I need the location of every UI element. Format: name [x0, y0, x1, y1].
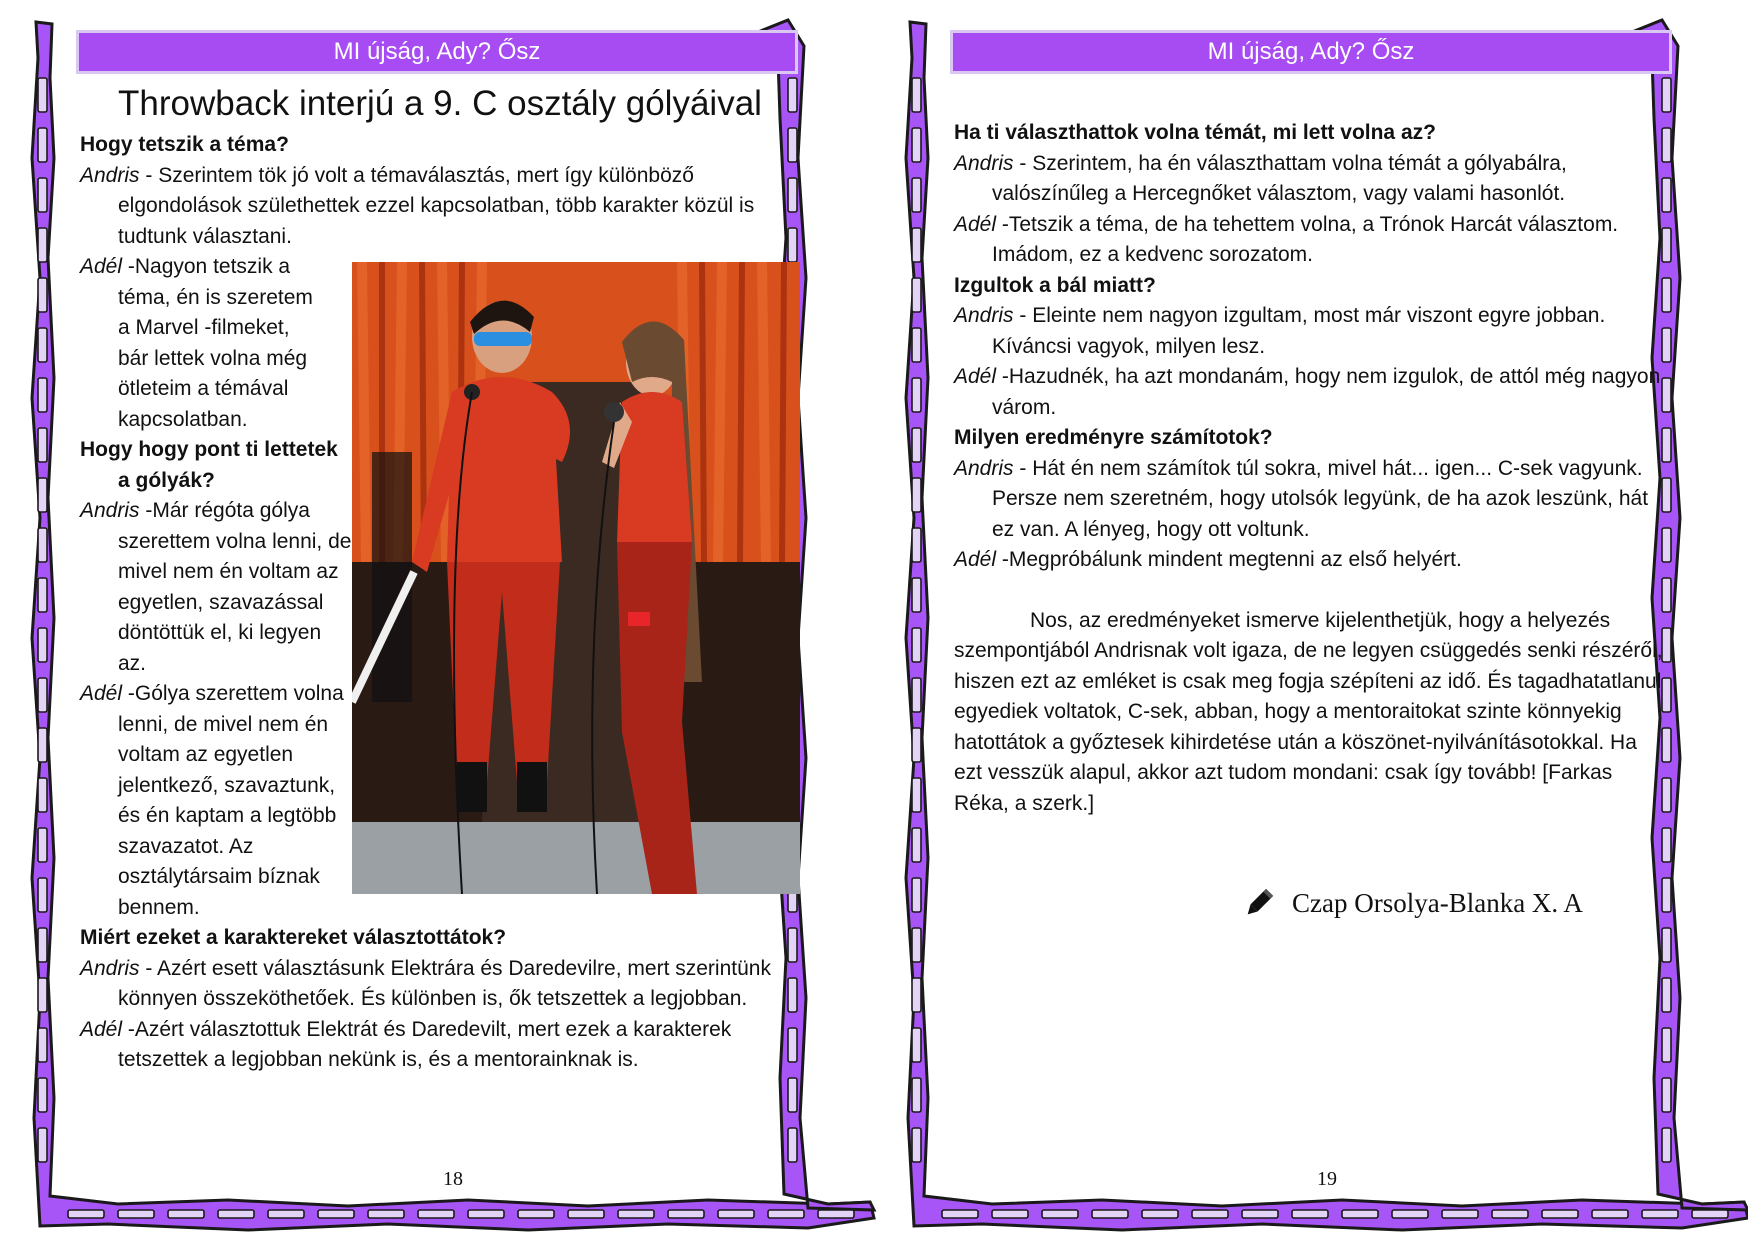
question-6: Milyen eredményre számítotok? — [954, 426, 1273, 449]
question-5: Izgultok a bál miatt? — [954, 273, 1156, 297]
pencil-icon — [1242, 886, 1276, 920]
author-line — [1242, 886, 1583, 920]
speaker-name: Adél — [954, 212, 997, 236]
answer-text: - Szerintem tök jó volt a témaválasztás, mert így különböző elgondolások születhettek ezzel kapcsolatban, több karakter közül is tudtunk választani. — [118, 163, 755, 248]
question-3: Miért ezeket a karaktereket választottátok? — [80, 926, 507, 949]
page-number-right: 19 — [1317, 1168, 1337, 1190]
answer-adel-1 — [80, 252, 318, 435]
answer-text: - Eleinte nem nagyon izgultam, most már viszont egyre jobban. Kíváncsi vagyok, milyen lesz. — [992, 304, 1606, 358]
answer-andris-3 — [80, 954, 800, 1015]
answer-text: -Megpróbálunk mindent megtenni az első helyért. — [996, 548, 1462, 571]
answer-text: -Gólya szerettem volna lenni, de mivel nem én voltam az egyetlen jelentkező, szavaztunk, és én kaptam a legtöbb szavazatot. Az osztálytársaim bíznak bennem. — [118, 682, 344, 919]
answer-text: - Azért esett választásunk Elektrára és Daredevilre, mert szerintünk könnyen összeköthetőek. És különben is, ők tetszettek a legjobban. — [118, 956, 771, 1010]
answer-adel-4 — [954, 210, 1666, 271]
answer-andris-4 — [954, 149, 1666, 210]
answer-text: - Hát én nem számítok túl sokra, mivel hát... igen... C-sek vagyunk. Persze nem szeretném, hogy utolsók legyünk, de ha azok leszünk, hát ez van. A lényeg, hogy ott voltunk. — [992, 456, 1649, 541]
left-content — [80, 82, 800, 1076]
speaker-name: Adél — [80, 682, 123, 705]
header-bar-right — [950, 30, 1672, 74]
answer-andris-6 — [954, 454, 1666, 546]
answer-text: - Szerintem, ha én választhattam volna témát a gólyabálra, valószínűleg a Hercegnőket választom, vagy valami hasonlót. — [992, 151, 1567, 205]
answer-adel-3 — [80, 1015, 800, 1076]
answer-adel-2 — [80, 679, 350, 923]
answer-andris-2 — [80, 496, 354, 679]
header-title: MI újság, Ady? Ősz — [333, 38, 541, 65]
speaker-name: Adél — [954, 548, 997, 571]
page-right — [902, 18, 1748, 1232]
answer-text: -Hazudnék, ha azt mondanám, hogy nem izgulok, de attól még nagyon várom. — [992, 365, 1661, 419]
closing-paragraph: Nos, az eredményeket ismerve kijelenthetjük, hogy a helyezés szempontjából Andrisnak volt igaza, de ne legyen csüggedés senki részéről, hiszen ezt az emléket is csak meg fogja szépíteni az idő. És tagadhatatlanul egyediek voltatok, C-sek, abban, hogy a mentoraitokat szinte könnyekig hatottátok a győztesek kihirdetése után a köszönet-nyilvánításotokkal. Ha ezt vesszük alapul, akkor azt tudom mondani: csak így tovább! [Farkas Réka, a szerk.] — [954, 608, 1663, 815]
header-title: MI újság, Ady? Ősz — [1207, 38, 1415, 65]
author-name: Czap Orsolya-Blanka X. A — [1292, 887, 1583, 918]
right-content — [954, 118, 1666, 819]
question-4: Ha ti választhattok volna témát, mi lett volna az? — [954, 121, 1436, 144]
spacer — [954, 576, 1666, 606]
answer-adel-6 — [954, 545, 1666, 576]
page-left — [28, 18, 878, 1232]
speaker-name: Adél — [954, 365, 997, 388]
header-bar-left — [76, 30, 798, 74]
speaker-name: Andris — [954, 304, 1014, 327]
answer-text: -Tetszik a téma, de ha tehettem volna, a Trónok Harcát választom. Imádom, ez a kedvenc sorozatom. — [992, 212, 1619, 266]
answer-text: -Nagyon tetszik a téma, én is szeretem a Marvel -filmeket, bár lettek volna még ötleteim a témával kapcsolatban. — [118, 255, 313, 431]
page-number-left: 18 — [443, 1168, 463, 1190]
answer-text: -Már régóta gólya szerettem volna lenni, de mivel nem én voltam az egyetlen, szavazással döntöttük el, ki legyen az. — [118, 499, 352, 675]
speaker-name: Adél — [80, 1017, 123, 1041]
question-1: Hogy tetszik a téma? — [80, 133, 289, 156]
speaker-name: Adél — [80, 255, 123, 278]
article-title: Throwback interjú a 9. C osztály gólyáival — [118, 84, 762, 123]
answer-text: -Azért választottuk Elektrát és Daredevilt, mert ezek a karakterek tetszettek a legjobban nekünk is, és a mentorainknak is. — [118, 1017, 732, 1071]
speaker-name: Andris — [80, 956, 140, 980]
answer-andris-1 — [80, 161, 800, 253]
speaker-name: Andris — [954, 456, 1014, 480]
speaker-name: Andris — [80, 499, 140, 522]
question-2: Hogy hogy pont ti lettetek a gólyák? — [80, 438, 338, 492]
answer-adel-5 — [954, 362, 1666, 423]
speaker-name: Andris — [954, 151, 1014, 175]
speaker-name: Andris — [80, 163, 140, 187]
answer-andris-5 — [954, 301, 1666, 362]
